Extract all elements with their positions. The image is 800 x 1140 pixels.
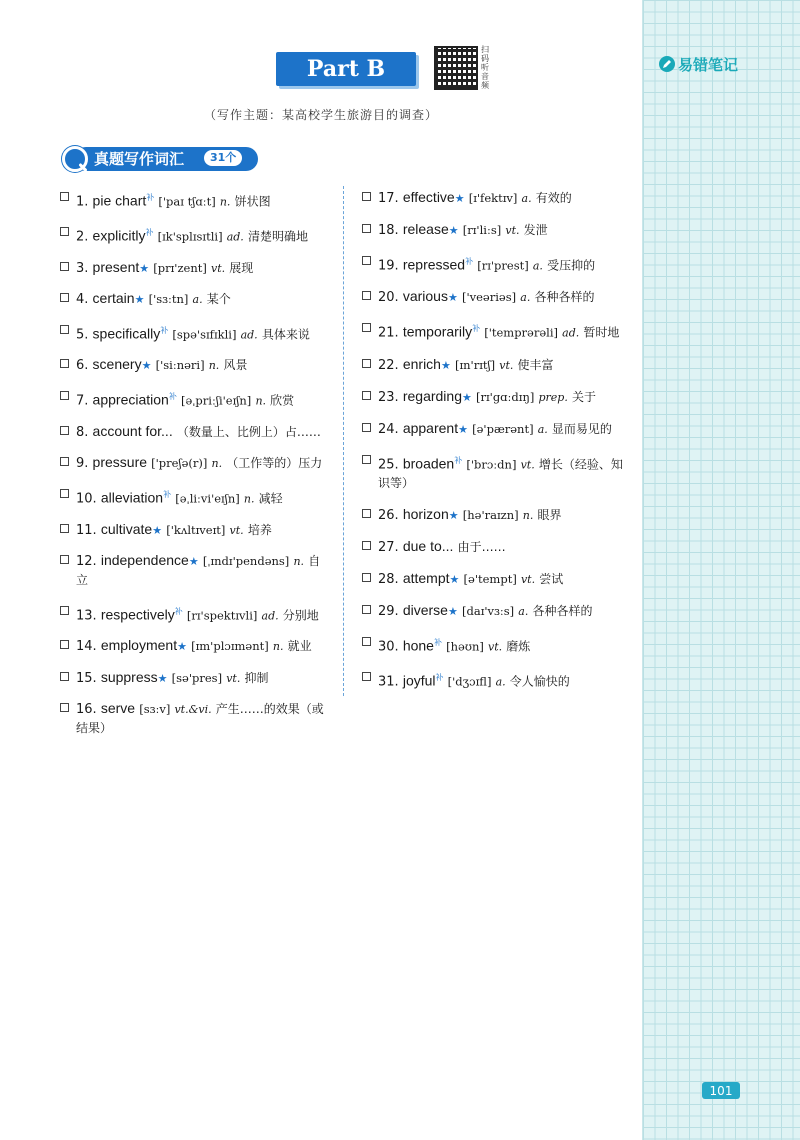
entry-number: 29. <box>378 603 399 619</box>
entry-number: 14. <box>76 639 97 655</box>
entry-mark: ★ <box>440 358 451 372</box>
entry-number: 3. <box>76 260 89 276</box>
entry-phonetic: [əˌpriːʃi'eɪʃn] <box>180 393 252 408</box>
entry-number: 10. <box>76 491 97 507</box>
vocab-entry <box>60 321 332 344</box>
entry-mark: 补 <box>472 324 481 334</box>
entry-word: suppress <box>100 668 158 685</box>
checkbox[interactable] <box>60 359 69 368</box>
entry-meaning: 清楚明确地 <box>247 229 308 244</box>
vocab-entry <box>362 419 634 439</box>
entry-word: joyful <box>402 672 436 689</box>
entry-phonetic: [sɜːv] <box>139 702 171 717</box>
entry-meaning: 显而易见的 <box>551 421 612 436</box>
checkbox[interactable] <box>60 192 69 201</box>
entry-number: 8. <box>76 424 89 440</box>
entry-part-of-speech: n. <box>208 359 220 373</box>
writing-theme: （写作主题：某高校学生旅游目的调查） <box>203 108 438 122</box>
vocab-entry <box>362 252 634 275</box>
entry-part-of-speech: prep. <box>538 390 568 404</box>
entry-number: 19. <box>378 258 399 274</box>
checkbox[interactable] <box>60 489 69 498</box>
entry-phonetic: [ɪ'fektɪv] <box>468 191 518 205</box>
page-number: 101 <box>702 1082 740 1099</box>
entry-number: 17. <box>378 191 399 206</box>
entry-part-of-speech: vt. <box>520 457 535 471</box>
entry-part-of-speech: a. <box>192 293 203 307</box>
notes-grid-margin <box>642 0 800 1140</box>
entry-number: 31. <box>378 674 399 690</box>
entry-part-of-speech: a. <box>532 259 543 273</box>
entry-meaning: 令人愉快的 <box>509 674 570 689</box>
entry-mark: ★ <box>134 293 145 307</box>
entry-meaning: 使丰富 <box>517 357 554 372</box>
entry-number: 21. <box>378 325 399 341</box>
entry-phonetic: ['dʒɔɪfl] <box>447 674 492 689</box>
vocab-list-left <box>60 188 332 750</box>
entry-part-of-speech: ad. <box>226 230 244 244</box>
checkbox[interactable] <box>362 672 371 681</box>
checkbox[interactable] <box>60 703 69 712</box>
entry-number: 13. <box>76 607 97 623</box>
entry-meaning: 培养 <box>247 522 272 537</box>
entry-part-of-speech: n. <box>255 394 267 408</box>
entry-word: certain <box>92 290 135 307</box>
vocab-entry <box>60 387 332 410</box>
entry-meaning: 受压抑的 <box>547 258 596 273</box>
entry-mark: 补 <box>163 489 172 499</box>
entry-word: explicitly <box>92 227 146 244</box>
entry-number: 11. <box>76 522 97 538</box>
entry-word: enrich <box>402 355 441 372</box>
entry-meaning: 分别地 <box>282 607 319 622</box>
entry-phonetic: [ə'tempt] <box>463 571 517 586</box>
vocab-entry <box>362 188 634 208</box>
entry-number: 15. <box>76 670 97 686</box>
entry-word: employment <box>100 637 178 654</box>
entry-meaning: 某个 <box>206 292 231 307</box>
vocab-entry <box>362 633 634 656</box>
entry-word: hone <box>402 637 434 654</box>
entry-phonetic: [spə'sɪfɪkli] <box>172 326 237 341</box>
entry-mark: 补 <box>168 391 177 401</box>
entry-number: 1. <box>76 194 89 210</box>
entry-phonetic: [əˌliːvi'eɪʃn] <box>175 491 240 506</box>
entry-meaning: 各种各样的 <box>534 290 595 305</box>
vocab-entry <box>60 636 332 656</box>
entry-phonetic: ['temprərəli] <box>484 325 559 340</box>
entry-part-of-speech: a. <box>537 422 548 436</box>
entry-meaning: 眼界 <box>537 507 562 522</box>
vocab-entry <box>60 422 332 442</box>
checkbox[interactable] <box>60 555 69 564</box>
entry-number: 2. <box>76 229 89 245</box>
part-title-banner: Part B <box>276 52 416 86</box>
entry-meaning: 展现 <box>229 260 254 275</box>
entry-word: release <box>402 221 449 237</box>
entry-mark: ★ <box>139 261 150 275</box>
checkbox[interactable] <box>362 573 371 582</box>
entry-meaning: 减轻 <box>258 491 283 506</box>
entry-mark: ★ <box>152 523 163 537</box>
entry-part-of-speech: a. <box>518 604 529 618</box>
entry-word: pressure <box>92 454 148 471</box>
entry-phonetic: ['sɜːtn] <box>148 292 189 307</box>
entry-number: 4. <box>76 292 89 308</box>
entry-mark: 补 <box>160 325 169 335</box>
entry-meaning: 暂时地 <box>583 325 620 340</box>
entry-word: pie chart <box>92 192 147 209</box>
entry-meaning: （数量上、比例上）占…… <box>176 424 321 439</box>
checkbox[interactable] <box>60 293 69 302</box>
entry-word: respectively <box>100 605 175 622</box>
entry-phonetic: [rɪ'prest] <box>477 258 529 273</box>
entry-number: 9. <box>76 456 89 472</box>
vocab-entry <box>60 699 332 738</box>
entry-number: 6. <box>76 358 89 374</box>
entry-part-of-speech: vt. <box>210 261 226 275</box>
entry-mark: ★ <box>454 192 465 205</box>
entry-phonetic: ['siːnəri] <box>155 358 205 373</box>
entry-number: 12. <box>76 554 97 570</box>
entry-number: 24. <box>378 421 399 437</box>
entry-number: 26. <box>378 507 399 523</box>
vocab-entry <box>362 451 634 493</box>
checkbox[interactable] <box>362 541 371 550</box>
entry-part-of-speech: n. <box>522 508 534 522</box>
checkbox[interactable] <box>60 391 69 400</box>
entry-word: due to... <box>402 537 454 554</box>
qr-caption: 扫码听音频 <box>481 45 489 90</box>
entry-mark: ★ <box>141 359 152 373</box>
vocab-list-right <box>362 188 634 704</box>
qr-code-icon[interactable] <box>434 46 478 90</box>
checkbox[interactable] <box>60 672 69 681</box>
notes-label-text: 易错笔记 <box>678 55 739 74</box>
entry-word: cultivate <box>100 520 153 537</box>
entry-mark: ★ <box>449 572 460 586</box>
checkbox[interactable] <box>362 605 371 614</box>
entry-phonetic: [rɪ'gɑːdɪŋ] <box>476 389 535 404</box>
entry-mark: ★ <box>461 390 472 404</box>
entry-word: horizon <box>402 505 449 522</box>
entry-meaning: （工作等的）压力 <box>226 456 323 471</box>
vocab-entry <box>362 287 634 307</box>
entry-meaning: 风景 <box>223 358 248 373</box>
entry-phonetic: ['preʃə(r)] <box>151 456 208 471</box>
section-title <box>62 144 258 174</box>
entry-mark: ★ <box>177 640 187 654</box>
entry-mark: 补 <box>145 227 154 237</box>
entry-word: specifically <box>92 324 161 341</box>
entry-word: temporarily <box>402 323 473 340</box>
checkbox[interactable] <box>362 359 371 368</box>
vocab-entry <box>60 520 332 540</box>
checkbox[interactable] <box>60 606 69 615</box>
entry-meaning: 尝试 <box>539 571 564 586</box>
vocab-entry <box>362 355 634 375</box>
word-count-badge: 31个 <box>204 150 242 166</box>
vocab-entry <box>362 387 634 407</box>
vocab-entry <box>60 551 332 590</box>
checkbox[interactable] <box>362 455 371 464</box>
entry-meaning: 发泄 <box>523 223 548 237</box>
entry-phonetic: [ɪn'rɪtʃ] <box>454 357 496 372</box>
entry-word: diverse <box>402 601 448 618</box>
entry-part-of-speech: n. <box>293 555 305 569</box>
entry-phonetic: [ɪk'splɪsɪtli] <box>157 229 223 244</box>
checkbox[interactable] <box>60 640 69 649</box>
entry-meaning: 欣赏 <box>270 393 295 408</box>
entry-part-of-speech: ad. <box>240 327 258 341</box>
entry-word: effective <box>402 189 455 205</box>
entry-meaning: 关于 <box>572 389 597 404</box>
vocab-entry <box>362 668 634 691</box>
entry-meaning: 增长（经验、知识等） <box>378 456 623 490</box>
entry-mark: ★ <box>458 422 468 436</box>
checkbox[interactable] <box>60 457 69 466</box>
entry-phonetic: [hə'raɪzn] <box>462 507 519 522</box>
checkbox[interactable] <box>60 524 69 533</box>
vocab-entry <box>60 289 332 309</box>
entry-mark: ★ <box>157 671 168 685</box>
vocab-entry <box>362 220 634 240</box>
vocab-entry <box>60 668 332 688</box>
entry-part-of-speech: vt. <box>226 671 241 685</box>
section-title-text: 真题写作词汇 <box>94 150 185 168</box>
checkbox[interactable] <box>362 423 371 432</box>
entry-mark: 补 <box>174 606 183 616</box>
vocab-entry <box>362 569 634 589</box>
vocab-entry <box>60 485 332 508</box>
vocab-entry <box>362 505 634 525</box>
entry-part-of-speech: vt. <box>499 358 514 372</box>
checkbox[interactable] <box>362 509 371 518</box>
entry-phonetic: [rɪ'spektɪvli] <box>186 607 258 622</box>
entry-word: various <box>402 288 448 305</box>
entry-phonetic: [prɪ'zent] <box>153 260 207 275</box>
entry-mark: 补 <box>435 673 444 683</box>
entry-number: 25. <box>378 456 399 472</box>
entry-number: 30. <box>378 639 399 655</box>
entry-number: 5. <box>76 326 89 342</box>
entry-phonetic: [ɪm'plɔɪmənt] <box>191 639 269 654</box>
checkbox[interactable] <box>362 391 371 400</box>
vocab-entry <box>60 355 332 375</box>
entry-meaning: 具体来说 <box>261 326 310 341</box>
entry-phonetic: [rɪ'liːs] <box>462 223 502 237</box>
entry-part-of-speech: vt. <box>229 523 244 537</box>
entry-number: 20. <box>378 290 399 306</box>
entry-word: broaden <box>402 454 455 471</box>
column-divider <box>343 186 344 696</box>
entry-phonetic: [ə'pærənt] <box>472 421 534 436</box>
entry-part-of-speech: n. <box>243 492 255 506</box>
notes-label <box>659 54 738 74</box>
checkbox[interactable] <box>362 224 371 233</box>
entry-part-of-speech: ad. <box>261 608 279 622</box>
entry-phonetic: ['brɔːdn] <box>466 456 517 471</box>
entry-meaning: 自立 <box>76 554 321 588</box>
checkbox[interactable] <box>362 192 371 201</box>
checkbox[interactable] <box>60 426 69 435</box>
entry-number: 7. <box>76 393 89 409</box>
entry-mark: ★ <box>448 508 459 522</box>
entry-part-of-speech: a. <box>520 291 531 305</box>
entry-number: 16. <box>76 702 97 718</box>
entry-phonetic: ['veəriəs] <box>461 290 517 305</box>
search-icon <box>62 146 88 172</box>
entry-phonetic: [həʊn] <box>446 639 484 654</box>
entry-part-of-speech: vt. <box>488 640 503 654</box>
entry-number: 27. <box>378 539 399 555</box>
entry-word: scenery <box>92 356 142 373</box>
vocab-entry <box>60 453 332 473</box>
entry-number: 28. <box>378 571 399 587</box>
entry-part-of-speech: n. <box>219 195 231 209</box>
entry-part-of-speech: a. <box>495 675 506 689</box>
entry-meaning: 有效的 <box>535 191 572 205</box>
entry-mark: ★ <box>448 224 459 237</box>
entry-word: present <box>92 258 140 275</box>
entry-word: account for... <box>92 422 173 439</box>
entry-phonetic: ['paɪ tʃɑːt] <box>158 194 216 209</box>
vocab-entry <box>60 258 332 278</box>
entry-meaning: 饼状图 <box>234 194 271 209</box>
vocab-entry <box>60 602 332 625</box>
entry-word: alleviation <box>100 489 164 506</box>
entry-word: serve <box>100 700 136 717</box>
entry-mark: ★ <box>188 555 199 569</box>
entry-phonetic: ['kʌltɪveɪt] <box>166 522 226 537</box>
checkbox[interactable] <box>362 323 371 332</box>
vocab-entry <box>362 537 634 557</box>
entry-number: 18. <box>378 223 399 238</box>
checkbox[interactable] <box>60 325 69 334</box>
entry-word: regarding <box>402 387 462 404</box>
checkbox[interactable] <box>362 256 371 265</box>
entry-number: 23. <box>378 389 399 405</box>
entry-phonetic: [ˌɪndɪ'pendəns] <box>202 554 290 569</box>
checkbox[interactable] <box>362 637 371 646</box>
vocab-entry <box>362 601 634 621</box>
vocab-entry <box>362 319 634 342</box>
entry-part-of-speech: ad. <box>562 326 580 340</box>
checkbox[interactable] <box>60 227 69 236</box>
entry-part-of-speech: vt. <box>520 572 536 586</box>
entry-meaning: 各种各样的 <box>532 603 593 618</box>
entry-word: attempt <box>402 569 450 586</box>
entry-number: 22. <box>378 357 399 373</box>
entry-phonetic: [daɪ'vɜːs] <box>461 603 515 618</box>
entry-word: repressed <box>402 256 466 273</box>
entry-part-of-speech: n. <box>211 457 223 471</box>
checkbox[interactable] <box>60 262 69 271</box>
entry-part-of-speech: vt.&vi. <box>174 703 212 717</box>
entry-word: appreciation <box>92 391 169 408</box>
entry-meaning: 由于…… <box>457 539 506 554</box>
entry-mark: 补 <box>454 455 463 465</box>
entry-phonetic: [sə'pres] <box>171 670 223 685</box>
entry-mark: ★ <box>447 291 458 305</box>
entry-part-of-speech: vt. <box>505 224 520 237</box>
entry-mark: 补 <box>465 257 474 266</box>
entry-meaning: 产生……的效果（或结果） <box>76 702 324 736</box>
checkbox[interactable] <box>362 291 371 300</box>
entry-mark: 补 <box>433 637 442 647</box>
entry-part-of-speech: n. <box>272 640 284 654</box>
entry-word: apparent <box>402 419 459 436</box>
pencil-icon <box>659 56 675 72</box>
entry-meaning: 抑制 <box>244 670 269 685</box>
vocab-entry <box>60 223 332 246</box>
entry-mark: 补 <box>146 193 155 202</box>
entry-part-of-speech: a. <box>521 192 532 205</box>
entry-mark: ★ <box>447 604 458 618</box>
entry-meaning: 磨炼 <box>506 639 531 654</box>
entry-word: independence <box>100 552 189 569</box>
entry-meaning: 就业 <box>287 639 312 654</box>
vocab-entry <box>60 188 332 211</box>
